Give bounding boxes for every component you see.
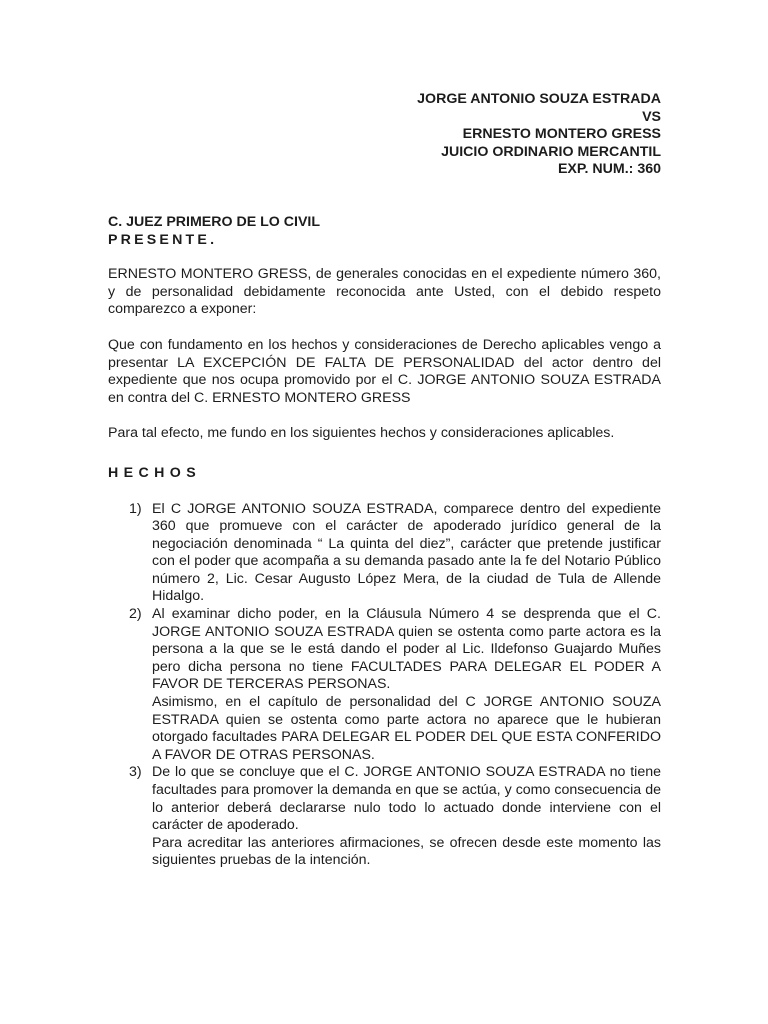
- document-page: [108, 91, 661, 870]
- list-item: [108, 606, 661, 764]
- defendant-name: ERNESTO MONTERO GRESS: [462, 126, 661, 143]
- versus-label: VS: [642, 108, 661, 125]
- fact-number: 3): [129, 764, 142, 781]
- fact-text: De lo que se concluye que el C. JORGE ANTONIO SOUZA ESTRADA no tiene facultades para promover la demanda en que se actúa, y como consecuencia de lo anterior deberá declararse nulo todo lo actuado donde interviene con el carácter de apoderado.: [152, 764, 661, 834]
- fact-text-continued: Asimismo, en el capítulo de personalidad del C JORGE ANTONIO SOUZA ESTRADA quien se ostenta como parte actora no aparece que le hubieran otorgado facultades PARA DELEGAR EL PODER DEL QUE ESTA CONFERIDO A FAVOR DE OTRAS PERSONAS.: [152, 694, 661, 763]
- intro-paragraph: ERNESTO MONTERO GRESS, de generales conocidas en el expediente número 360, y de personalidad debidamente reconocida ante Usted, con el debido respeto comparezco a exponer:: [108, 266, 661, 318]
- addressee-judge: C. JUEZ PRIMERO DE LO CIVIL: [108, 213, 321, 230]
- addressee-presente: PRESENTE.: [108, 231, 218, 248]
- file-number: EXP. NUM.: 360: [557, 161, 661, 178]
- facts-heading: HECHOS: [108, 464, 202, 481]
- fact-text-continued: Para acreditar las anteriores afirmaciones, se ofrecen desde este momento las siguientes pruebas de la intención.: [152, 834, 661, 869]
- fact-text: El C JORGE ANTONIO SOUZA ESTRADA, comparece dentro del expediente 360 que promueve con el carácter de apoderado jurídico general de la negociación denominada “ La quinta del diez”, carácter que pretende justificar con el poder que acompaña a su demanda pasado ante la fe del Notario Público número 2, Lic. Cesar Augusto López Mera, de la ciudad de Tula de Allende Hidalgo.: [152, 500, 661, 605]
- fact-number: 1): [129, 500, 142, 517]
- exception-paragraph: Que con fundamento en los hechos y consideraciones de Derecho aplicables vengo a presentar LA EXCEPCIÓN DE FALTA DE PERSONALIDAD del actor dentro del expediente que nos ocupa promovido por el C. JORGE ANTONIO SOUZA ESTRADA en contra del C. ERNESTO MONTERO GRESS: [108, 336, 661, 406]
- list-item: [108, 764, 661, 870]
- case-caption: [108, 91, 661, 179]
- facts-list: [108, 501, 661, 870]
- fact-number: 2): [129, 606, 142, 623]
- fact-text: Al examinar dicho poder, en la Cláusula Número 4 se desprenda que el C. JORGE ANTONIO SOUZA ESTRADA quien se ostenta como parte actora es la persona a la que se le está dando el poder al Lic. Ildefonso Guajardo Muñes pero dicha persona no tiene FACULTADES PARA DELEGAR EL PODER A FAVOR DE TERCERAS PERSONAS.: [152, 606, 661, 693]
- proceeding-type: JUICIO ORDINARIO MERCANTIL: [441, 143, 661, 160]
- addressee-block: [108, 214, 661, 249]
- plaintiff-name: JORGE ANTONIO SOUZA ESTRADA: [417, 91, 661, 107]
- list-item: [108, 501, 661, 607]
- basis-paragraph: Para tal efecto, me fundo en los siguientes hechos y consideraciones aplicables.: [108, 425, 615, 442]
